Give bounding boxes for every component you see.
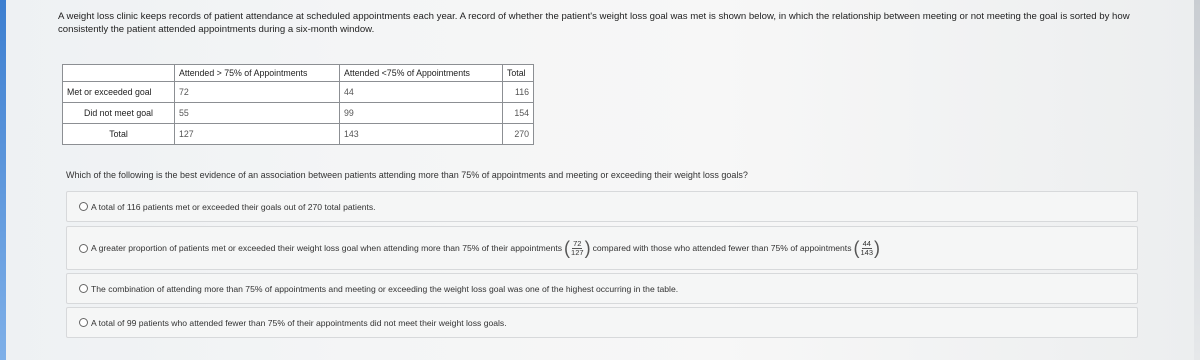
question-text: Which of the following is the best evidence of an association between patients attending more than 75% of appointments and meeting or exceeding their weight loss goals? <box>66 170 748 180</box>
table-cell: 72 <box>175 82 340 103</box>
row-label: Met or exceeded goal <box>63 82 175 103</box>
table-header-row <box>63 65 534 82</box>
choice-a[interactable] <box>66 191 1138 222</box>
fraction-numerator: 44 <box>862 238 871 248</box>
fraction-denominator: 127 <box>571 247 584 257</box>
row-label: Did not meet goal <box>63 103 175 124</box>
choice-d-text: A total of 99 patients who attended fewer than 75% of their appointments did not meet their weight loss goals. <box>91 317 507 328</box>
table-cell: 270 <box>503 124 534 145</box>
choice-b-text-1: A greater proportion of patients met or exceeded their weight loss goal when attending more than 75% of their appointments <box>91 243 563 253</box>
fraction-44-143: ( $\frac{44}{143}$ ) <box>853 238 881 258</box>
choice-a-text: A total of 116 patients met or exceeded their goals out of 270 total patients. <box>91 201 376 212</box>
fraction-numerator: 72 <box>573 238 582 248</box>
row-label: Total <box>63 124 175 145</box>
table-row <box>63 124 534 145</box>
choice-c-text: The combination of attending more than 75% of appointments and meeting or exceeding the weight loss goal was one of the highest occurring in the table. <box>91 283 679 294</box>
table-row <box>63 103 534 124</box>
choice-d[interactable] <box>66 307 1138 338</box>
radio-button-icon[interactable] <box>79 244 88 253</box>
table-cell: 99 <box>340 103 503 124</box>
right-edge-strip <box>1194 0 1200 360</box>
table-header-total: Total <box>503 65 534 82</box>
table-cell: 154 <box>503 103 534 124</box>
table-cell: 143 <box>340 124 503 145</box>
left-edge-strip <box>0 0 6 360</box>
radio-button-icon[interactable] <box>79 284 88 293</box>
table-header-attended-less: Attended <75% of Appointments <box>340 65 503 82</box>
table-cell: 55 <box>175 103 340 124</box>
radio-button-icon[interactable] <box>79 318 88 327</box>
table-row <box>63 82 534 103</box>
table-cell: 44 <box>340 82 503 103</box>
radio-button-icon[interactable] <box>79 202 88 211</box>
problem-intro: A weight loss clinic keeps records of patient attendance at scheduled appointments each year. A record of whether the patient's weight loss goal was met is shown below, in which the relationship between meeting or not meeting the goal is sorted by how consistently the patient attended appointments during a six-month window. <box>58 11 1130 35</box>
choice-b[interactable] <box>66 226 1138 270</box>
table-header-attended-more: Attended > 75% of Appointments <box>175 65 340 82</box>
fraction-denominator: 143 <box>860 247 874 257</box>
table-cell: 127 <box>175 124 340 145</box>
choice-b-text-2: compared with those who attended fewer than 75% of appointments <box>592 243 852 253</box>
attendance-table <box>62 64 534 145</box>
table-cell: 116 <box>503 82 534 103</box>
choice-c[interactable] <box>66 273 1138 304</box>
fraction-72-127: ( $\frac{72}{127}$ ) <box>564 238 591 258</box>
table-header-corner <box>63 65 175 82</box>
